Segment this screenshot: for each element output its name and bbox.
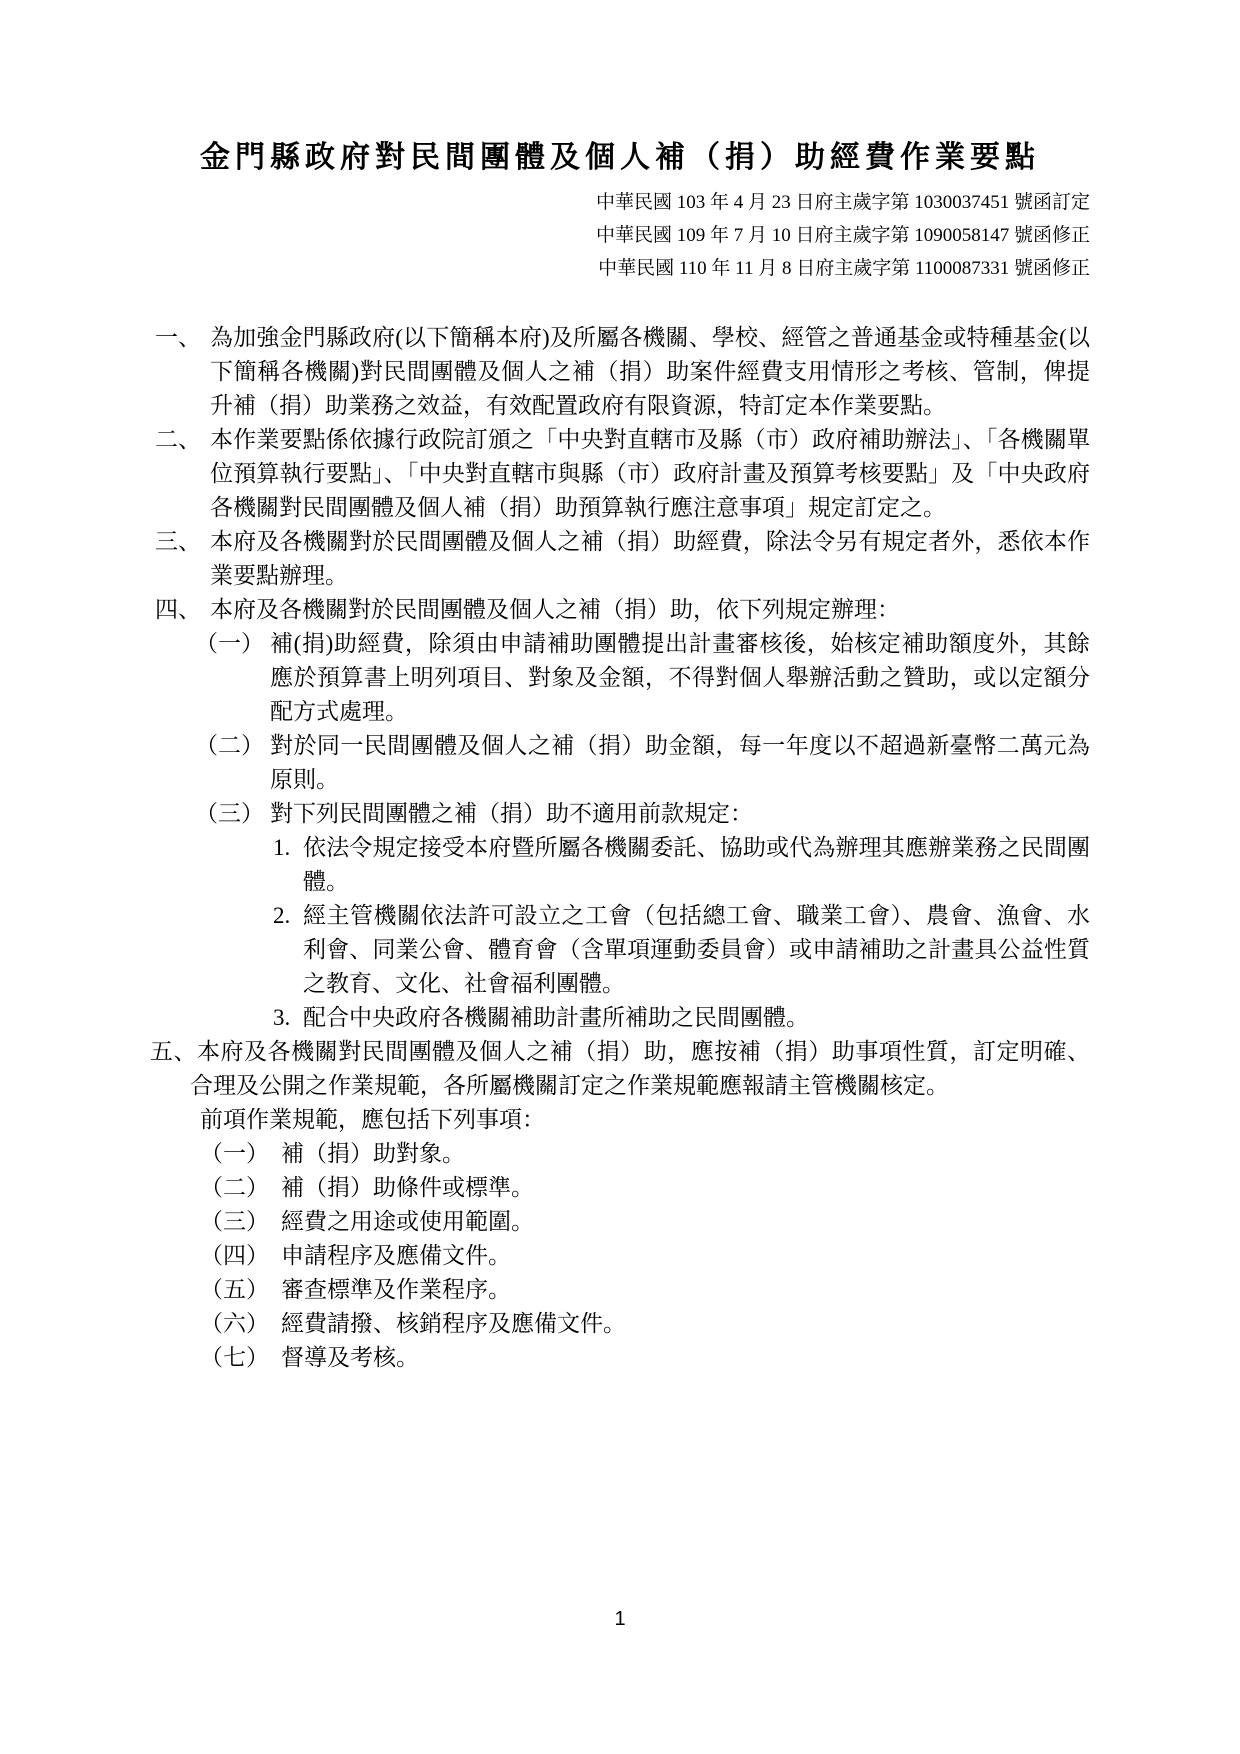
item-marker: （三） [200,1209,269,1234]
item-text: 補(捐)助經費，除須由申請補助團體提出計畫審核後，始核定補助額度外，其餘應於預算書上明列項目、對象及金額，不得對個人舉辦活動之贊助，或以定額分配方式處理。 [270,631,1090,724]
document-line [150,1137,1090,1171]
document-line [150,899,1090,1001]
document-line [150,1239,1090,1273]
document-line [150,1273,1090,1307]
item-marker: 1. [273,835,291,860]
item-text: 申請程序及應備文件。 [281,1243,511,1268]
item-text: 督導及考核。 [281,1345,419,1370]
document-line [150,423,1090,525]
item-text: 依法令規定接受本府暨所屬各機關委託、協助或代為辦理其應辦業務之民間團體。 [303,835,1090,894]
item-text: 對下列民間團體之補（捐）助不適用前款規定： [270,801,753,826]
document-line [150,1171,1090,1205]
document-line [150,1035,1090,1103]
item-marker: （一） [195,631,264,656]
document-line [150,729,1090,797]
item-marker: （五） [200,1277,269,1302]
item-text: 為加強金門縣政府(以下簡稱本府)及所屬各機關、學校、經管之普通基金或特種基金(以下簡稱各機關)對民間團體及個人之補（捐）助案件經費支用情形之考核、管制，俾提升補（捐）助業務之效益，有效配置政府有限資源，特訂定本作業要點。 [210,325,1090,418]
item-text: 對於同一民間團體及個人之補（捐）助金額，每一年度以不超過新臺幣二萬元為原則。 [270,733,1090,792]
item-text: 本府及各機關對於民間團體及個人之補（捐）助，依下列規定辦理： [210,597,900,622]
item-marker: （三） [195,801,264,826]
document-line [150,627,1090,729]
revision-line: 中華民國 103 年 4 月 23 日府主歲字第 1030037451 號函訂定 [595,192,1090,213]
item-marker: 一、 [155,325,201,350]
item-text: 經費之用途或使用範圍。 [281,1209,534,1234]
document-line [150,831,1090,899]
item-marker: （一） [200,1141,269,1166]
page-number: 1 [614,1608,626,1630]
document-line [150,525,1090,593]
item-marker: 五、 [150,1039,198,1064]
item-marker: （二） [195,733,264,758]
item-text: 配合中央政府各機關補助計畫所補助之民間團體。 [303,1005,809,1030]
item-text: 補（捐）助條件或標準。 [281,1175,534,1200]
document-body [150,321,1090,1375]
item-text: 經主管機關依法許可設立之工會（包括總工會、職業工會）、農會、漁會、水利會、同業公會、體育會（含單項運動委員會）或申請補助之計畫具公益性質之教育、文化、社會福利團體。 [303,903,1090,996]
item-text: 本作業要點係依據行政院訂頒之「中央對直轄市及縣（市）政府補助辦法」、「各機關單位預算執行要點」、「中央對直轄市與縣（市）政府計畫及預算考核要點」及「中央政府各機關對民間團體及個人補（捐）助預算執行應注意事項」規定訂定之。 [210,427,1090,520]
revision-history [150,186,1090,285]
document-line [150,1341,1090,1375]
document-line [150,1307,1090,1341]
item-text: 本府及各機關對民間團體及個人之補（捐）助，應按補（捐）助事項性質，訂定明確、合理及公開之作業規範，各所屬機關訂定之作業規範應報請主管機關核定。 [190,1039,1091,1098]
item-text: 前項作業規範，應包括下列事項： [200,1107,545,1132]
item-marker: 3. [273,1005,291,1030]
document-line [150,797,1090,831]
item-text: 本府及各機關對於民間團體及個人之補（捐）助經費，除法令另有規定者外，悉依本作業要點辦理。 [210,529,1090,588]
document-title: 金門縣政府對民間團體及個人補（捐）助經費作業要點 [200,141,1040,174]
item-marker: （四） [200,1243,269,1268]
item-marker: 三、 [155,529,201,554]
item-marker: （七） [200,1345,269,1370]
item-marker: （二） [200,1175,269,1200]
item-marker: （六） [200,1311,269,1336]
item-text: 審查標準及作業程序。 [281,1277,511,1302]
document-line [150,1205,1090,1239]
item-marker: 四、 [155,597,201,622]
revision-line: 中華民國 110 年 11 月 8 日府主歲字第 1100087331 號函修正 [598,258,1090,279]
item-text: 經費請撥、核銷程序及應備文件。 [281,1311,626,1336]
item-text: 補（捐）助對象。 [281,1141,465,1166]
document-line [150,321,1090,423]
revision-line: 中華民國 109 年 7 月 10 日府主歲字第 1090058147 號函修正 [595,225,1090,246]
item-marker: 2. [273,903,291,928]
document-line [150,593,1090,627]
document-line [150,1103,1090,1137]
item-marker: 二、 [155,427,201,452]
document-line [150,1001,1090,1035]
